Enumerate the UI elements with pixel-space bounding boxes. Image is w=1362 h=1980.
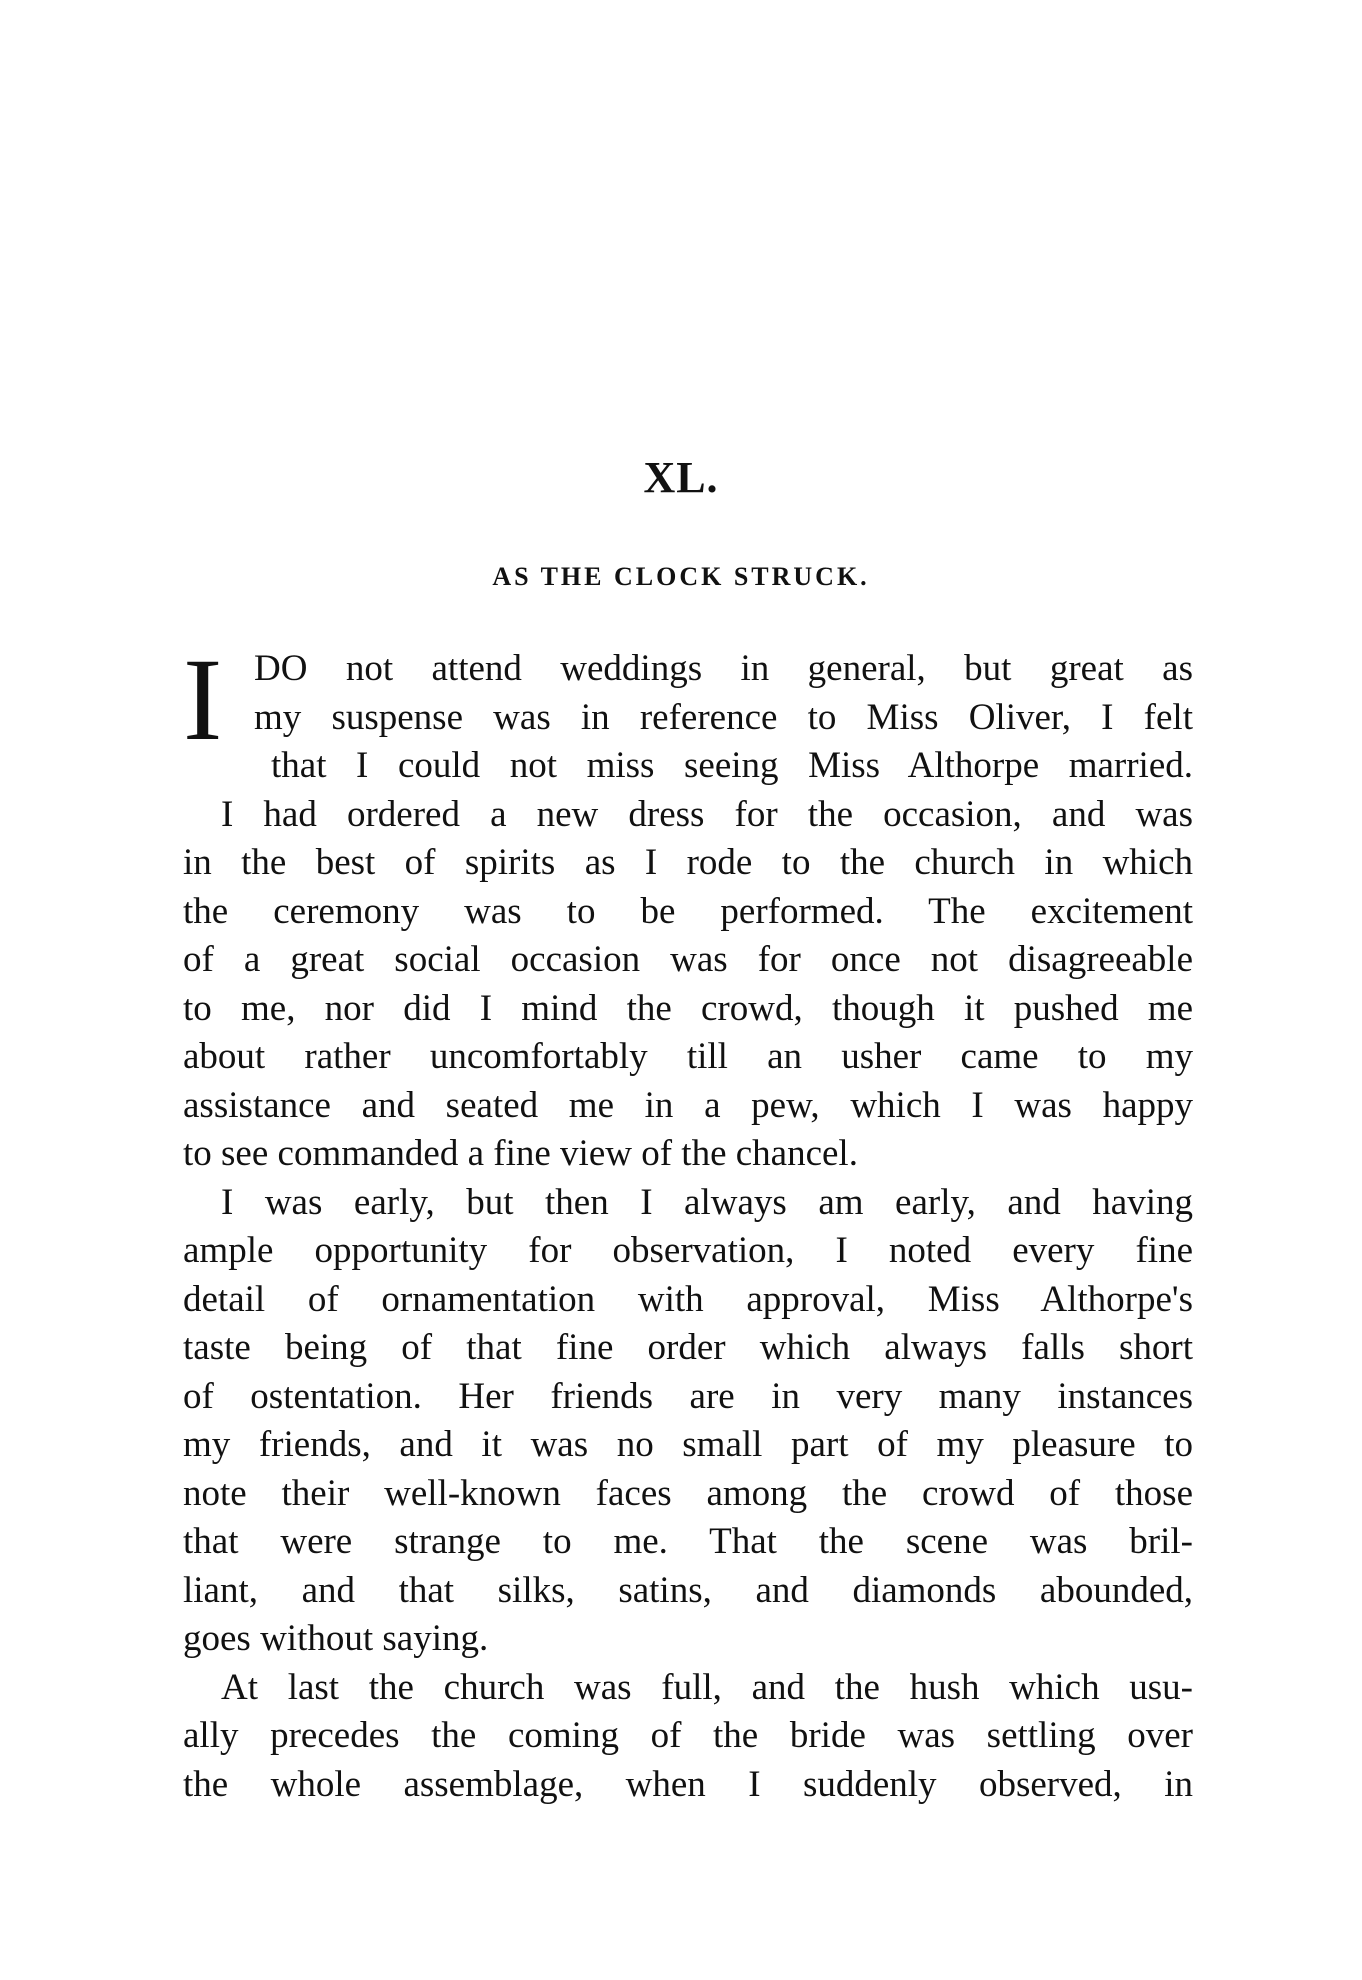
text-line: ample opportunity for observation, I noted every fine — [183, 1230, 1193, 1271]
text-line: note their well-known faces among the crowd of those — [183, 1472, 1193, 1514]
drop-cap: I — [183, 634, 223, 765]
text-line: my friends, and it was no small part of my pleasure to — [183, 1424, 1193, 1465]
text-line: At last the church was full, and the hush which usu- — [221, 1666, 1193, 1708]
text-line: ally precedes the coming of the bride was settling over — [183, 1715, 1193, 1756]
text-line: in the best of spirits as I rode to the church in which — [183, 842, 1193, 883]
chapter-title: AS THE CLOCK STRUCK. — [492, 562, 870, 591]
text-line: goes without saying. — [183, 1618, 489, 1659]
text-line: to see commanded a fine view of the chancel. — [183, 1133, 858, 1174]
text-line: about rather uncomfortably till an usher came to my — [183, 1036, 1193, 1077]
chapter-number: XL. — [643, 453, 719, 502]
text-line: the ceremony was to be performed. The excitement — [183, 890, 1193, 932]
text-line: that I could not miss seeing Miss Althorpe married. — [271, 745, 1193, 786]
text-line: I was early, but then I always am early, and having — [221, 1181, 1193, 1223]
text-line: the whole assemblage, when I suddenly observed, in — [183, 1763, 1193, 1805]
text-line: DO not attend weddings in general, but great as — [254, 648, 1193, 689]
chapter-body — [183, 634, 1193, 1809]
text-line: I had ordered a new dress for the occasion, and was — [221, 793, 1193, 835]
text-line: detail of ornamentation with approval, Miss Althorpe's — [183, 1278, 1193, 1320]
text-line: that were strange to me. That the scene was bril- — [183, 1521, 1193, 1562]
text-line: of a great social occasion was for once not disagreeable — [183, 939, 1193, 980]
text-line: of ostentation. Her friends are in very many instances — [183, 1375, 1193, 1417]
text-line: taste being of that fine order which always falls short — [183, 1327, 1193, 1368]
text-line: assistance and seated me in a pew, which I was happy — [183, 1084, 1193, 1126]
text-line: liant, and that silks, satins, and diamonds abounded, — [183, 1569, 1193, 1611]
text-line: to me, nor did I mind the crowd, though it pushed me — [183, 987, 1193, 1029]
text-line: my suspense was in reference to Miss Oliver, I felt — [254, 696, 1193, 738]
